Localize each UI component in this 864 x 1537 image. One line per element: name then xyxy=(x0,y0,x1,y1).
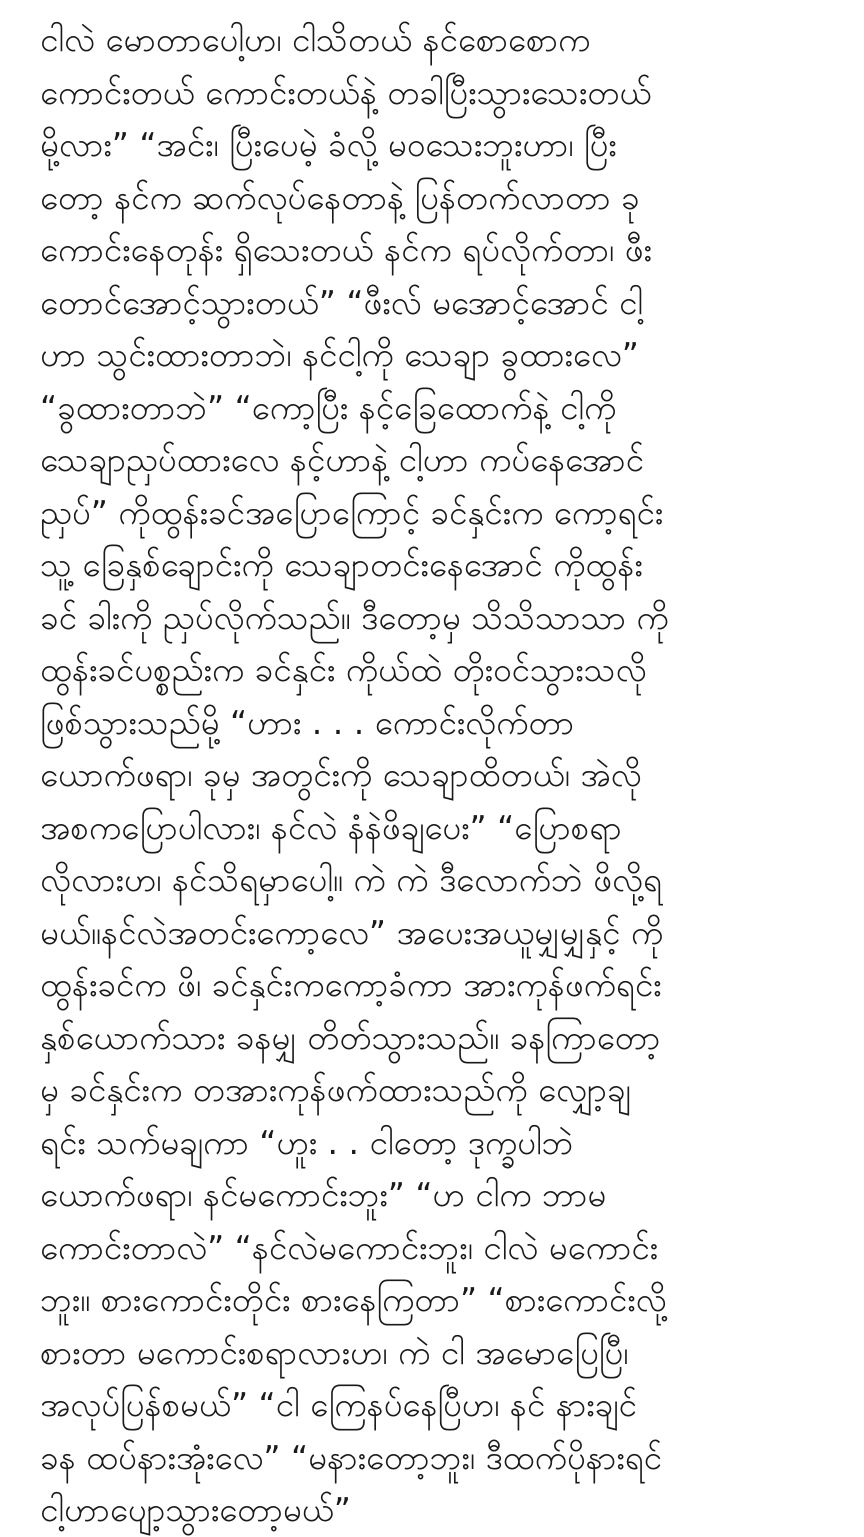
text-line: ယောက်ဖရာ၊ နင်မကောင်းဘူး” “ဟ ငါက ဘာမ xyxy=(40,1175,607,1214)
text-line: သေချာညှပ်ထားလေ နင့်ဟာနဲ့ ငါ့ဟာ ကပ်နေအောင် xyxy=(40,440,644,479)
text-line: ရင်း သက်မချကာ “ဟူး . . ငါတော့ ဒုက္ခပါဘဲ xyxy=(40,1122,574,1162)
text-line: ကောင်းတယ် ကောင်းတယ်နဲ့ တခါပြီးသွားသေးတယ် xyxy=(40,72,652,112)
text-line: ကောင်းတာလဲ” “နင်လဲမကောင်းဘူး၊ ငါလဲ မကောင်း xyxy=(40,1227,659,1267)
text-line: ဖြစ်သွားသည်မို့ “ဟား . . . ကောင်းလိုက်တာ xyxy=(40,702,575,742)
text-line: မှ ခင်နှင်းက တအားကုန်ဖက်ထားသည်ကို လျှော့ချ xyxy=(40,1070,631,1109)
text-line: နှစ်ယောက်သား ခနမျှ တိတ်သွားသည်။ ခနကြာတော့ xyxy=(40,1017,661,1057)
text-line: ထွန်းခင်ပစ္စည်းက ခင်နှင်း ကိုယ်ထဲ တိုးဝင်သွားသလို xyxy=(40,650,647,689)
text-line: ခင် ခါးကို ညှပ်လိုက်သည်။ ဒီတော့မှ သိသိသာသာ ကို xyxy=(40,597,669,637)
text-line: ဟာ သွင်းထားတာဘဲ၊ နင်ငါ့ကို သေချာ ခွထားလေ” xyxy=(40,335,639,374)
text-line: “ခွထားတာဘဲ” “ကော့ပြီး နင့်ခြေထောက်နဲ့ ငါ့ကို xyxy=(40,387,617,427)
text-line: ဘူး။ စားကောင်းတိုင်း စားနေကြတာ” “စားကောင်းလို့ xyxy=(40,1280,667,1319)
text-line: ညှပ်” ကိုထွန်းခင်အပြောကြောင့် ခင်နှင်းက ကော့ရင်း xyxy=(40,492,664,532)
text-line: ယောက်ဖရာ၊ ခုမှ အတွင်းကို သေချာထိတယ်၊ အဲလို xyxy=(40,755,642,794)
text-line: အစကပြောပါလား၊ နင်လဲ နံနဲဖိချပေး” “ပြောစရာ xyxy=(40,807,622,847)
text-line: ခန ထပ်နားအုံးလေ” “မနားတော့ဘူး၊ ဒီထက်ပိုနားရင် xyxy=(40,1437,662,1477)
text-line: လိုလားဟ၊ နင်သိရမှာပေါ့။ ကဲ ကဲ ဒီလောက်ဘဲ ဖိလို့ရ xyxy=(40,860,662,899)
text-line: မို့လား” “အင်း၊ ပြီးပေမဲ့ ခံလို့ မဝသေးဘူးဟာ၊ ပြီး xyxy=(40,125,617,164)
text-line: ထွန်းခင်က ဖိ၊ ခင်နှင်းကကော့ခံကာ အားကုန်ဖက်ရင်း xyxy=(40,965,662,1004)
text-line: ငါလဲ မောတာပေါ့ဟ၊ ငါသိတယ် နင်စောစောက xyxy=(40,20,591,59)
body-text xyxy=(40,14,840,1537)
text-line: ငါ့ဟာပျော့သွားတော့မယ်” xyxy=(40,1490,351,1529)
text-line: ကောင်းနေတုန်း ရှိသေးတယ် နင်က ရပ်လိုက်တာ၊ ဖီး xyxy=(40,230,652,269)
text-line: အလုပ်ပြန်စမယ်” “ငါ ကြေနပ်နေပြီဟ၊ နင် နားချင် xyxy=(40,1385,637,1424)
text-line: သူ့ ခြေနှစ်ချောင်းကို သေချာတင်းနေအောင် ကိုထွန်း xyxy=(40,545,643,584)
text-line: တော့ နင်က ဆက်လုပ်နေတာနဲ့ ပြန်တက်လာတာ ခု xyxy=(40,177,640,217)
text-line: မယ်။နင်လဲအတင်းကော့လေ” အပေးအယူမျှမျှနှင့် ကို xyxy=(40,912,664,952)
text-line: စားတာ မကောင်းစရာလားဟ၊ ကဲ ငါ အမောပြေပြီ၊ xyxy=(40,1332,629,1372)
text-line: တောင်အောင့်သွားတယ်” “ဖီးလ် မအောင့်အောင် ငါ့ xyxy=(40,282,644,322)
